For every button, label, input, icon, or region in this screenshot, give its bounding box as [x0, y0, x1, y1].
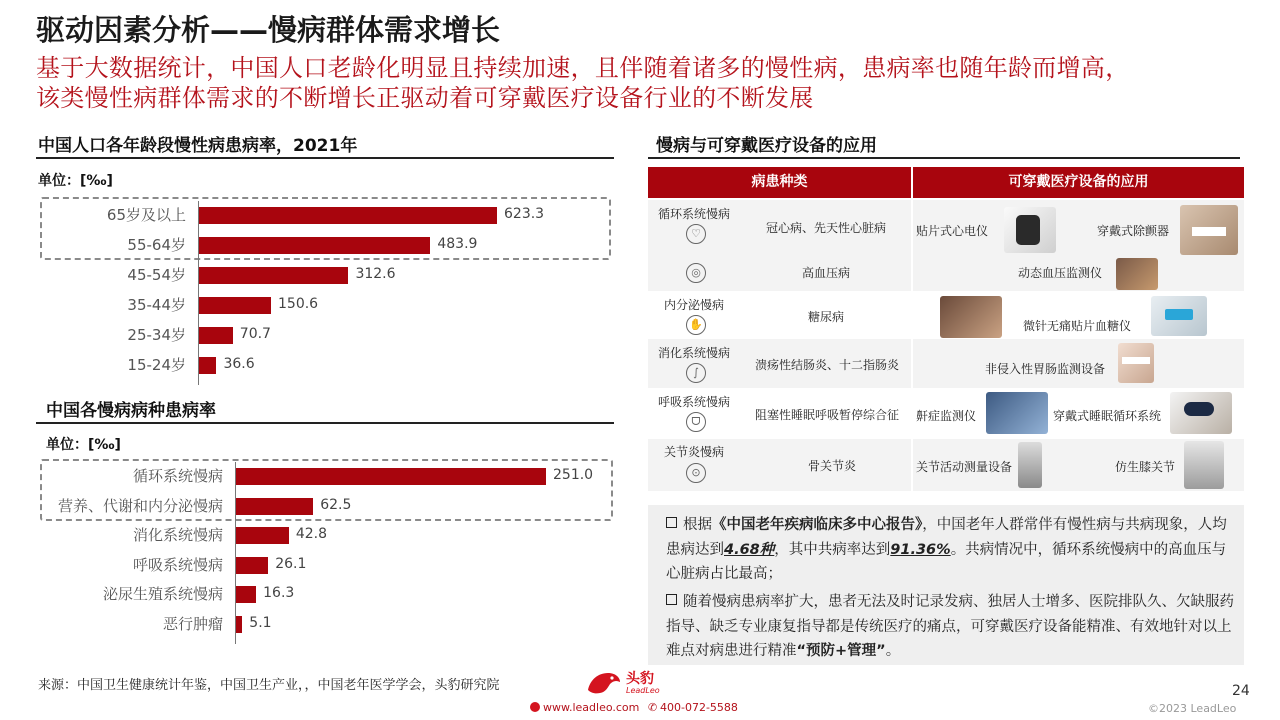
device-gi-monitor: 非侵入性胃肠监测设备 [985, 362, 1106, 376]
category-label: 泌尿生殖系统慢病 [102, 585, 223, 604]
disease-colitis: 溃疡性结肠炎、十二指肠炎 [755, 358, 900, 372]
snore-monitor-image [986, 392, 1048, 434]
value-label: 36.6 [223, 356, 255, 372]
chart2-unit: 单位：[‰] [46, 437, 121, 453]
table-row-digestive [648, 339, 1244, 388]
group-arthritis: 关节炎慢病 [664, 445, 725, 459]
category-label: 55-64岁 [127, 236, 186, 254]
bar [236, 557, 268, 574]
finding-1 [666, 513, 1234, 587]
bar [199, 297, 271, 314]
phone-number: 400-072-5588 [660, 701, 738, 714]
finding-1-post: 。共病情况中，循环系统慢病中的高血压与心脏病占比最高； [666, 541, 1227, 582]
value-label: 150.6 [278, 296, 319, 312]
table-column-divider [911, 200, 913, 491]
value-label: 16.3 [263, 585, 295, 602]
category-label: 35-44岁 [127, 296, 186, 314]
disease-osteoarthritis: 骨关节炎 [808, 459, 857, 473]
bar [236, 527, 289, 544]
value-label: 26.1 [275, 555, 307, 572]
device-wearable-defibrillator: 穿戴式除颤器 [1097, 224, 1170, 238]
sleep-system-image [1170, 392, 1232, 434]
subtitle-line-1: 基于大数据统计，中国人口老龄化明显且持续加速，且伴随着诸多的慢性病，患病率也随年龄而增高， [36, 54, 1130, 82]
disease-hypertension: 高血压病 [802, 266, 851, 280]
value-label: 62.5 [320, 496, 352, 513]
bar [199, 357, 216, 374]
lungs-icon: ᗜ [686, 412, 706, 432]
key-findings-box [648, 505, 1244, 665]
value-label: 5.1 [249, 615, 272, 631]
category-label: 65岁及以上 [106, 206, 186, 224]
finding-2-pre: 随着慢病患病率扩大，患者无法及时记录发病、独居人士增多、医院排队久、欠缺服药指导、缺乏专业康复指导都是传统医疗的痛点，可穿戴医疗设备能精准、有效地针对以上难点对病患进行精准 [666, 594, 1234, 659]
disease-osa: 阻塞性睡眠呼吸暂停综合征 [755, 408, 900, 422]
device-bionic-knee: 仿生膝关节 [1115, 460, 1176, 474]
leadleo-logo-icon [586, 668, 622, 696]
chart2-highlight-box [40, 459, 613, 521]
category-label: 15-24岁 [127, 356, 186, 374]
blood-pressure-icon: ◎ [686, 263, 706, 283]
bar [236, 616, 242, 633]
value-label: 483.9 [437, 236, 478, 252]
stomach-icon: ∫ [686, 363, 706, 383]
category-label: 消化系统慢病 [132, 526, 223, 545]
source-note: 来源：中国卫生健康统计年鉴，中国卫生产业，，中国老年医学学会，头豹研究院 [38, 678, 500, 693]
disease-diabetes: 糖尿病 [808, 310, 845, 324]
logo-en: LeadLeo [626, 686, 660, 695]
phone-icon: ✆ [648, 701, 658, 714]
finding-1-report: 《中国老年疾病临床多中心报告》 [712, 517, 923, 533]
finding-1-mid1: ，中国老年人群常伴有慢性病与共病现象，人均患病达到 [666, 517, 1227, 558]
device-snore-monitor: 鼾症监测仪 [916, 409, 977, 423]
group-circulatory: 循环系统慢病 [658, 207, 731, 221]
web-icon [530, 702, 540, 712]
finding-2-strong: “预防+管理” [796, 643, 886, 659]
gi-monitor-image [1118, 343, 1154, 383]
device-ambulatory-bp: 动态血压监测仪 [1018, 266, 1103, 280]
finding-2-post: 。 [885, 643, 901, 659]
device-application-table [648, 167, 1244, 491]
value-label: 251.0 [553, 467, 594, 483]
wearable-defibrillator-image [1180, 205, 1238, 255]
category-label: 25-34岁 [127, 326, 186, 344]
value-label: 623.3 [504, 206, 545, 222]
disease-coronary: 冠心病、先天性心脏病 [766, 221, 887, 235]
bullet-square-icon [666, 517, 677, 528]
bullet-square-icon [666, 594, 677, 605]
group-endocrine: 内分泌慢病 [664, 298, 725, 312]
chart1-highlight-box [40, 197, 611, 260]
device-joint-measure: 关节活动测量设备 [916, 460, 1013, 474]
patch-ecg-image [1004, 207, 1056, 253]
chart1-unit: 单位：[‰] [38, 173, 113, 189]
table-section-title: 慢病与可穿戴医疗设备的应用 [656, 136, 877, 156]
page-title: 驱动因素分析——慢病群体需求增长 [36, 13, 501, 47]
category-label: 45-54岁 [127, 266, 186, 284]
logo-cn: 头豹 [626, 671, 654, 687]
value-label: 312.6 [355, 266, 396, 282]
finding-2 [666, 590, 1234, 664]
device-patch-ecg: 贴片式心电仪 [916, 224, 989, 238]
knee-icon: ⊙ [686, 463, 706, 483]
category-label: 营养、代谢和内分泌慢病 [57, 496, 223, 515]
table-header-disease: 病患种类 [648, 167, 911, 198]
heart-icon: ♡ [686, 224, 706, 244]
finding-1-num1: 4.68种 [724, 541, 775, 558]
page-number: 24 [1232, 683, 1250, 699]
hand-icon: ✋ [686, 315, 706, 335]
microneedle-arm-image [940, 296, 1002, 338]
value-label: 70.7 [239, 326, 271, 342]
glucose-meter-image [1151, 296, 1207, 336]
bionic-knee-image [1184, 441, 1224, 489]
value-label: 42.8 [295, 526, 328, 543]
device-sleep-system: 穿戴式睡眠循环系统 [1053, 409, 1162, 423]
category-label: 恶行肿瘤 [162, 615, 223, 633]
category-label: 循环系统慢病 [132, 467, 223, 485]
chart1-title: 中国人口各年龄段慢性病患病率，2021年 [38, 136, 358, 156]
chart2-title-rule [36, 422, 614, 424]
joint-measure-image [1018, 442, 1042, 488]
ambulatory-bp-image [1116, 258, 1158, 290]
finding-1-mid2: ，其中共病率达到 [774, 541, 891, 558]
group-respiratory: 呼吸系统慢病 [658, 395, 731, 409]
group-digestive: 消化系统慢病 [658, 346, 731, 360]
table-title-rule [648, 157, 1240, 159]
device-microneedle-glucose: 微针无痛贴片血糖仪 [1023, 319, 1132, 333]
bar [199, 267, 348, 284]
finding-1-pre: 根据 [683, 517, 712, 533]
subtitle-line-2: 该类慢性病群体需求的不断增长正驱动着可穿戴医疗设备行业的不断发展 [36, 84, 814, 112]
chart1-title-rule [36, 157, 614, 159]
finding-1-num2: 91.36% [890, 541, 951, 558]
category-label: 呼吸系统慢病 [132, 555, 223, 574]
bar [199, 327, 233, 344]
website-link[interactable]: www.leadleo.com [543, 701, 640, 714]
chart2-title: 中国各慢病病种患病率 [46, 401, 216, 421]
bar [236, 586, 256, 603]
copyright: ©2023 LeadLeo [1148, 702, 1237, 715]
table-header-device: 可穿戴医疗设备的应用 [913, 167, 1244, 198]
